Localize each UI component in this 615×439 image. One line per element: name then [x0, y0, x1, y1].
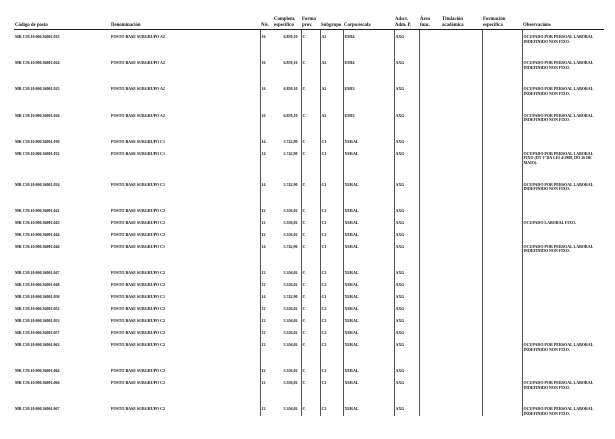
cell-code: MR C59.10.000.36001.062: [15, 341, 60, 347]
cell-code: MR C59.10.000.36001.053: [15, 317, 60, 323]
row-spacer: [14, 97, 604, 114]
table-row: [14, 283, 604, 290]
cell-level: 12: [260, 331, 273, 338]
header-observations: Observacións: [522, 14, 604, 30]
cell-denomination: POSTO BASE SUBGRUPO C1: [111, 138, 166, 144]
cell-training: [482, 271, 522, 278]
cell-corps: XERAL: [343, 381, 394, 390]
cell-corps: XERAL: [343, 271, 394, 278]
cell-complement: 5.742,90: [283, 293, 298, 299]
cell-observations: OCUPADO POR PERSOAL LABORAL INDEFINIDO NON FIXO.: [522, 407, 604, 416]
cell-form-prov: C: [301, 87, 320, 96]
cell-area: [419, 114, 441, 123]
cell-denomination: POSTO BASE SUBGRUPO C2: [111, 406, 166, 412]
cell-level: 12: [260, 271, 273, 278]
cell-subgroup: C2: [320, 381, 343, 390]
cell-level: 12: [260, 307, 273, 314]
cell-adscription: AXG: [394, 152, 419, 166]
cell-denomination: POSTO BASE SUBGRUPO C2: [111, 368, 166, 374]
row-spacer: [14, 166, 604, 183]
table-row: [14, 319, 604, 326]
table-row: [14, 343, 604, 352]
cell-complement: 5.742,90: [283, 181, 298, 187]
cell-area: [419, 152, 441, 166]
cell-complement: 5.356,02: [283, 231, 298, 237]
cell-corps: XERAL: [343, 183, 394, 192]
cell-denomination: POSTO BASE SUBGRUPO A2: [111, 60, 165, 66]
cell-code: MR C59.10.000.36001.032: [15, 150, 60, 156]
cell-subgroup: A2: [320, 87, 343, 96]
cell-complement: 5.356,02: [283, 281, 298, 287]
cell-subgroup: C1: [320, 152, 343, 166]
cell-complement: 5.356,02: [283, 317, 298, 323]
cell-adscription: AXG: [394, 209, 419, 216]
cell-observations: [522, 307, 604, 314]
cell-qualification: [441, 319, 482, 326]
cell-area: [419, 221, 441, 228]
cell-form-prov: C: [301, 233, 320, 240]
row-spacer: [14, 70, 604, 87]
cell-area: [419, 35, 441, 44]
cell-corps: XERAL: [343, 209, 394, 216]
cell-observations: [522, 369, 604, 376]
cell-qualification: [441, 245, 482, 254]
cell-code: MR C59.10.000.36001.025: [15, 86, 60, 92]
cell-subgroup: C2: [320, 331, 343, 338]
cell-qualification: [441, 152, 482, 166]
cell-area: [419, 283, 441, 290]
cell-denomination: POSTO BASE SUBGRUPO C2: [111, 305, 166, 311]
cell-training: [482, 61, 522, 70]
cell-subgroup: C2: [320, 343, 343, 352]
cell-corps: XERAL: [343, 319, 394, 326]
cell-denomination: POSTO BASE SUBGRUPO C1: [111, 293, 166, 299]
row-spacer: [14, 192, 604, 209]
cell-complement: 5.356,02: [283, 269, 298, 275]
cell-complement: 5.742,90: [283, 243, 298, 249]
cell-corps: XERAL: [343, 307, 394, 314]
header-denomination: Denominación: [110, 14, 260, 30]
cell-training: [482, 343, 522, 352]
cell-corps: XERAL: [343, 369, 394, 376]
cell-observations: [522, 209, 604, 216]
cell-qualification: [441, 307, 482, 314]
cell-adscription: AXG: [394, 319, 419, 326]
cell-observations: OCUPADO POR PERSOAL LABORAL INDEFINIDO NON FIXO.: [522, 343, 604, 352]
cell-form-prov: C: [301, 271, 320, 278]
cell-area: [419, 271, 441, 278]
header-adscription: Adscr. Adm. P.: [394, 14, 419, 30]
cell-observations: [522, 271, 604, 278]
cell-form-prov: C: [301, 343, 320, 352]
row-spacer: [14, 390, 604, 407]
cell-area: [419, 295, 441, 302]
cell-denomination: POSTO BASE SUBGRUPO A2: [111, 86, 165, 92]
cell-subgroup: C2: [320, 369, 343, 376]
cell-code: MR C59.10.000.36001.041: [15, 207, 60, 213]
cell-form-prov: C: [301, 319, 320, 326]
cell-code: MR C59.10.000.36001.052: [15, 305, 60, 311]
cell-adscription: AXG: [394, 307, 419, 314]
table-row: [14, 152, 604, 166]
cell-code: MR C59.10.000.36001.050: [15, 293, 60, 299]
cell-denomination: POSTO BASE SUBGRUPO C2: [111, 329, 166, 335]
cell-training: [482, 140, 522, 147]
cell-code: MR C59.10.000.36001.064: [15, 368, 60, 374]
cell-area: [419, 407, 441, 416]
cell-form-prov: C: [301, 283, 320, 290]
cell-code: MR C59.10.000.36001.030: [15, 138, 60, 144]
cell-adscription: AXG: [394, 61, 419, 70]
cell-complement: 5.356,02: [283, 380, 298, 386]
cell-observations: [522, 140, 604, 147]
cell-adscription: AXG: [394, 35, 419, 44]
cell-training: [482, 152, 522, 166]
cell-level: 14: [260, 140, 273, 147]
cell-area: [419, 245, 441, 254]
cell-complement: 6.859,10: [283, 86, 298, 92]
cell-subgroup: C1: [320, 183, 343, 192]
cell-training: [482, 307, 522, 314]
cell-adscription: AXG: [394, 271, 419, 278]
table-row: [14, 233, 604, 240]
cell-level: 14: [260, 245, 273, 254]
cell-form-prov: C: [301, 369, 320, 376]
cell-complement: 5.356,02: [283, 207, 298, 213]
header-corps: Corpo/escala: [343, 14, 394, 30]
header-area: Área func.: [419, 14, 441, 30]
cell-form-prov: C: [301, 295, 320, 302]
cell-denomination: POSTO BASE SUBGRUPO C2: [111, 380, 166, 386]
cell-training: [482, 114, 522, 123]
cell-training: [482, 331, 522, 338]
cell-adscription: AXG: [394, 140, 419, 147]
table-row: [14, 35, 604, 44]
table-row: [14, 245, 604, 254]
cell-subgroup: A2: [320, 114, 343, 123]
cell-training: [482, 283, 522, 290]
cell-level: 12: [260, 407, 273, 416]
cell-complement: 6.859,10: [283, 34, 298, 39]
table-body: [14, 30, 604, 417]
cell-qualification: [441, 61, 482, 70]
cell-level: 12: [260, 319, 273, 326]
cell-code: MR C59.10.000.36001.034: [15, 181, 60, 187]
cell-corps: EMI4: [343, 61, 394, 70]
cell-area: [419, 331, 441, 338]
cell-area: [419, 369, 441, 376]
cell-observations: OCUPADO POR PERSOAL LABORAL INDEFINIDO NON FIXO.: [522, 35, 604, 44]
cell-subgroup: A2: [320, 35, 343, 44]
cell-denomination: POSTO BASE SUBGRUPO C1: [111, 181, 166, 187]
row-spacer: [14, 254, 604, 271]
cell-form-prov: C: [301, 307, 320, 314]
cell-level: 12: [260, 283, 273, 290]
cell-subgroup: C2: [320, 283, 343, 290]
cell-training: [482, 209, 522, 216]
table-row: [14, 209, 604, 216]
cell-denomination: POSTO BASE SUBGRUPO C1: [111, 243, 166, 249]
header-code: Código de posto: [14, 14, 110, 30]
cell-training: [482, 295, 522, 302]
cell-code: MR C59.10.000.36001.057: [15, 329, 60, 335]
cell-qualification: [441, 343, 482, 352]
cell-level: 12: [260, 381, 273, 390]
cell-denomination: POSTO BASE SUBGRUPO C2: [111, 269, 166, 275]
cell-complement: 5.742,90: [283, 150, 298, 156]
table-row: [14, 407, 604, 416]
cell-level: 12: [260, 343, 273, 352]
cell-adscription: AXG: [394, 233, 419, 240]
cell-training: [482, 319, 522, 326]
cell-level: 12: [260, 209, 273, 216]
cell-complement: 5.356,02: [283, 219, 298, 225]
cell-area: [419, 209, 441, 216]
row-spacer: [14, 44, 604, 61]
cell-corps: EMI3: [343, 114, 394, 123]
header-training: Formación específica: [482, 14, 522, 30]
cell-level: 16: [260, 61, 273, 70]
cell-adscription: AXG: [394, 221, 419, 228]
cell-corps: XERAL: [343, 245, 394, 254]
cell-form-prov: C: [301, 209, 320, 216]
cell-qualification: [441, 209, 482, 216]
cell-complement: 5.356,02: [283, 305, 298, 311]
cell-subgroup: C2: [320, 307, 343, 314]
cell-form-prov: C: [301, 221, 320, 228]
cell-qualification: [441, 369, 482, 376]
cell-training: [482, 87, 522, 96]
cell-observations: OCUPADO POR PERSOAL LABORAL INDEFINIDO NON FIXO.: [522, 114, 604, 123]
table-row: [14, 295, 604, 302]
cell-corps: EMI4: [343, 35, 394, 44]
cell-adscription: AXG: [394, 245, 419, 254]
cell-form-prov: C: [301, 152, 320, 166]
cell-denomination: POSTO BASE SUBGRUPO A2: [111, 112, 165, 118]
cell-adscription: AXG: [394, 283, 419, 290]
cell-complement: 5.356,02: [283, 368, 298, 374]
cell-form-prov: C: [301, 331, 320, 338]
cell-code: MR C59.10.000.36001.023: [15, 34, 60, 39]
table-header-row: [14, 14, 604, 30]
cell-observations: OCUPADO POR PERSOAL LABORAL INDEFINIDO NON FIXO.: [522, 245, 604, 254]
cell-observations: [522, 331, 604, 338]
cell-adscription: AXG: [394, 369, 419, 376]
cell-corps: XERAL: [343, 140, 394, 147]
cell-qualification: [441, 407, 482, 416]
cell-form-prov: C: [301, 114, 320, 123]
cell-area: [419, 140, 441, 147]
cell-area: [419, 87, 441, 96]
cell-subgroup: C2: [320, 209, 343, 216]
cell-observations: OCUPADO POR PERSOAL LABORAL INDEFINIDO NON FIXO.: [522, 381, 604, 390]
cell-adscription: AXG: [394, 407, 419, 416]
cell-code: MR C59.10.000.36001.067: [15, 406, 60, 412]
cell-corps: XERAL: [343, 233, 394, 240]
row-spacer: [14, 352, 604, 369]
cell-training: [482, 245, 522, 254]
cell-form-prov: C: [301, 35, 320, 44]
cell-adscription: AXG: [394, 295, 419, 302]
cell-level: 14: [260, 183, 273, 192]
cell-subgroup: C2: [320, 407, 343, 416]
cell-area: [419, 233, 441, 240]
cell-training: [482, 369, 522, 376]
cell-qualification: [441, 87, 482, 96]
cell-form-prov: C: [301, 61, 320, 70]
cell-subgroup: A2: [320, 61, 343, 70]
cell-adscription: AXG: [394, 87, 419, 96]
cell-subgroup: C2: [320, 319, 343, 326]
cell-level: 12: [260, 221, 273, 228]
cell-complement: 5.742,90: [283, 138, 298, 144]
cell-observations: OCUPADO POR PERSOAL LABORAL INDEFINIDO NON FIXO.: [522, 183, 604, 192]
cell-observations: [522, 233, 604, 240]
header-qualification: Titulación académica: [441, 14, 482, 30]
table-row: [14, 369, 604, 376]
cell-adscription: AXG: [394, 343, 419, 352]
cell-qualification: [441, 295, 482, 302]
cell-code: MR C59.10.000.36001.043: [15, 219, 60, 225]
cell-denomination: POSTO BASE SUBGRUPO C2: [111, 317, 166, 323]
table-row: [14, 114, 604, 123]
table-row: [14, 381, 604, 390]
cell-denomination: POSTO BASE SUBGRUPO A2: [111, 34, 165, 39]
cell-qualification: [441, 114, 482, 123]
cell-qualification: [441, 183, 482, 192]
cell-level: 16: [260, 87, 273, 96]
cell-level: 14: [260, 295, 273, 302]
cell-corps: XERAL: [343, 221, 394, 228]
cell-area: [419, 183, 441, 192]
cell-subgroup: C2: [320, 271, 343, 278]
table-row: [14, 140, 604, 147]
cell-training: [482, 233, 522, 240]
cell-code: MR C59.10.000.36001.066: [15, 380, 60, 386]
cell-corps: XERAL: [343, 407, 394, 416]
cell-area: [419, 319, 441, 326]
cell-training: [482, 407, 522, 416]
cell-qualification: [441, 233, 482, 240]
cell-adscription: AXG: [394, 331, 419, 338]
cell-qualification: [441, 140, 482, 147]
header-complement: Complem. específico: [273, 14, 301, 30]
cell-training: [482, 221, 522, 228]
cell-level: 12: [260, 233, 273, 240]
cell-qualification: [441, 283, 482, 290]
cell-code: MR C59.10.000.36001.044: [15, 231, 60, 237]
cell-subgroup: C1: [320, 295, 343, 302]
cell-level: 12: [260, 369, 273, 376]
header-level: Nív.: [260, 14, 273, 30]
cell-level: 16: [260, 35, 273, 44]
cell-observations: OCUPADO POR PERSOAL LABORAL INDEFINIDO NON FIXO.: [522, 87, 604, 96]
table-row: [14, 61, 604, 70]
cell-form-prov: C: [301, 381, 320, 390]
cell-observations: [522, 295, 604, 302]
cell-observations: [522, 283, 604, 290]
cell-form-prov: C: [301, 407, 320, 416]
cell-denomination: POSTO BASE SUBGRUPO C2: [111, 231, 166, 237]
cell-code: MR C59.10.000.36001.048: [15, 281, 60, 287]
header-form-prov: Forma prov.: [301, 14, 320, 30]
cell-qualification: [441, 381, 482, 390]
cell-area: [419, 61, 441, 70]
table-row: [14, 331, 604, 338]
cell-code: MR C59.10.000.36001.047: [15, 269, 60, 275]
cell-corps: XERAL: [343, 331, 394, 338]
table-row: [14, 307, 604, 314]
cell-corps: XERAL: [343, 283, 394, 290]
table-row: [14, 271, 604, 278]
cell-denomination: POSTO BASE SUBGRUPO C2: [111, 281, 166, 287]
cell-complement: 6.859,10: [283, 112, 298, 118]
cell-qualification: [441, 331, 482, 338]
cell-training: [482, 183, 522, 192]
cell-qualification: [441, 35, 482, 44]
cell-training: [482, 381, 522, 390]
cell-code: MR C59.10.000.36001.026: [15, 112, 60, 118]
cell-form-prov: C: [301, 140, 320, 147]
cell-form-prov: C: [301, 183, 320, 192]
cell-area: [419, 343, 441, 352]
cell-complement: 5.356,02: [283, 406, 298, 412]
cell-corps: EMI3: [343, 87, 394, 96]
cell-denomination: POSTO BASE SUBGRUPO C2: [111, 219, 166, 225]
cell-denomination: POSTO BASE SUBGRUPO C2: [111, 341, 166, 347]
table-row: [14, 87, 604, 96]
table-row: [14, 183, 604, 192]
cell-observations: [522, 319, 604, 326]
cell-observations: OCUPADO POR PERSOAL LABORAL INDEFINIDO NON FIXO.: [522, 61, 604, 70]
cell-corps: XERAL: [343, 152, 394, 166]
cell-level: 16: [260, 114, 273, 123]
cell-adscription: AXG: [394, 183, 419, 192]
cell-code: MR C59.10.000.36001.024: [15, 60, 60, 66]
cell-level: 14: [260, 152, 273, 166]
cell-training: [482, 35, 522, 44]
cell-observations: OCUPADO LABORAL FIXO.: [522, 221, 604, 228]
cell-area: [419, 381, 441, 390]
cell-adscription: AXG: [394, 381, 419, 390]
cell-complement: 5.356,02: [283, 329, 298, 335]
table-row: [14, 221, 604, 228]
cell-code: MR C59.10.000.36001.046: [15, 243, 60, 249]
cell-form-prov: C: [301, 245, 320, 254]
cell-denomination: POSTO BASE SUBGRUPO C1: [111, 150, 166, 156]
posts-table: [14, 14, 604, 416]
cell-adscription: AXG: [394, 114, 419, 123]
cell-corps: XERAL: [343, 295, 394, 302]
cell-corps: XERAL: [343, 343, 394, 352]
cell-observations: OCUPADO POR PERSOAL LABORAL FIXO (DT 1ª DA LEI 4/1988, DO 26 DE MAIO).: [522, 152, 604, 166]
header-subgroup: Subgrupo: [320, 14, 343, 30]
cell-qualification: [441, 221, 482, 228]
cell-subgroup: C1: [320, 245, 343, 254]
cell-subgroup: C2: [320, 221, 343, 228]
cell-complement: 6.859,10: [283, 60, 298, 66]
cell-subgroup: C1: [320, 140, 343, 147]
row-spacer: [14, 123, 604, 140]
cell-qualification: [441, 271, 482, 278]
cell-subgroup: C2: [320, 233, 343, 240]
cell-denomination: POSTO BASE SUBGRUPO C2: [111, 207, 166, 213]
cell-area: [419, 307, 441, 314]
cell-complement: 5.356,02: [283, 341, 298, 347]
